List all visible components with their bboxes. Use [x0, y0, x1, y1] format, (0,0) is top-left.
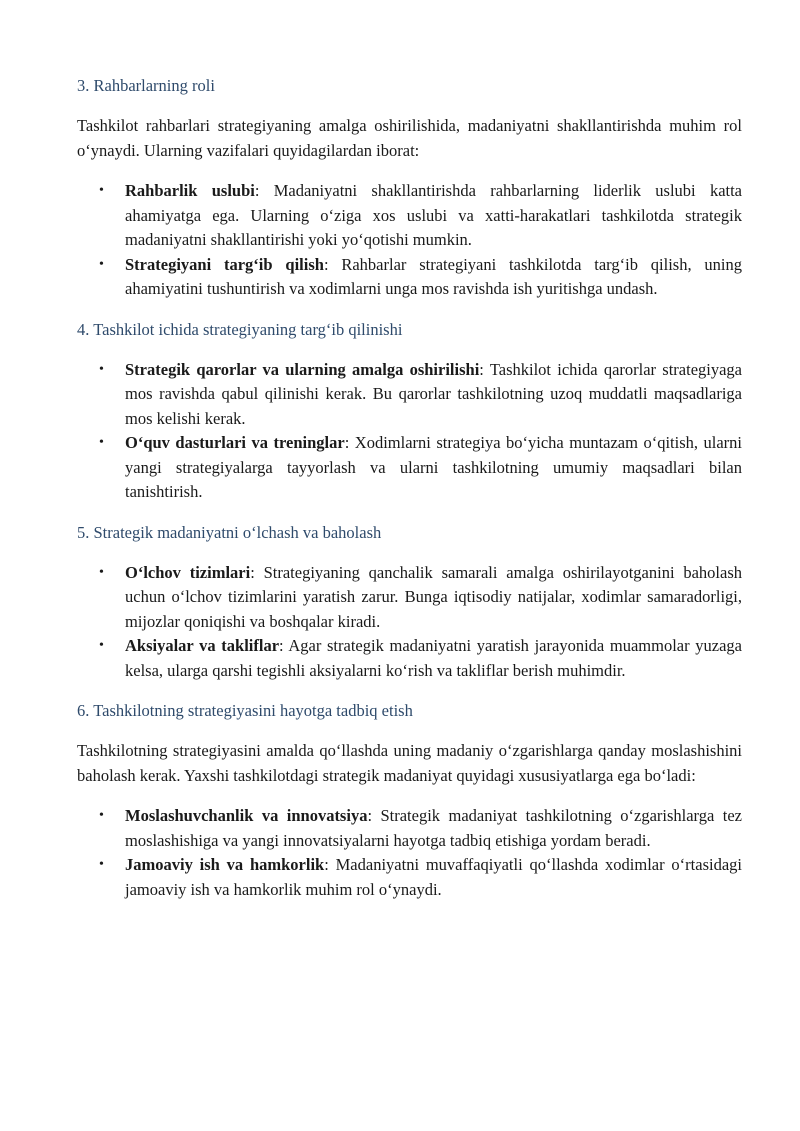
section-heading: 5. Strategik madaniyatni o‘lchash va baholash — [77, 522, 382, 542]
item-text: : Xodimlarni strategiya bo‘yicha muntazam o‘qitish, ularni yangi strategiyalarga tayyorlash va ularni tashkilotning umumiy maqsadlari bilan tanishtirish. — [125, 433, 742, 501]
section-heading: 3. Rahbarlarning roli — [77, 76, 215, 95]
section-4 — [77, 318, 742, 505]
section-5 — [77, 521, 742, 684]
item-term: Moslashuvchanlik va innovatsiya — [125, 806, 368, 825]
item-term: Rahbarlik uslubi — [125, 181, 255, 200]
section-heading: 4. Tashkilot ichida strategiyaning targ‘ib qilinishi — [77, 319, 403, 339]
bullet-list — [77, 358, 742, 505]
item-text: : Strategik madaniyat tashkilotning o‘zgarishlarga tez moslashishiga va yangi innovatsiyalarni hayotga tadbiq etishiga yordam beradi. — [125, 806, 742, 850]
bullet-list — [77, 179, 742, 302]
item-text: : Madaniyatni shakllantirishda rahbarlarning liderlik uslubi katta ahamiyatga ega. Ularning o‘ziga xos uslubi va xatti-harakatlari tashkilotda strategik madaniyatni shakllantirishi yoki yo‘qotishi mumkin. — [125, 181, 743, 249]
item-text: : Tashkilot ichida qarorlar strategiyaga mos ravishda qabul qilinishi kerak. Bu qarorlar tashkilotning uzoq muddatli maqsadlariga mos kelishi kerak. — [125, 359, 743, 428]
bullet-icon: • — [99, 564, 104, 580]
item-term: Jamoaviy ish va hamkorlik — [125, 855, 325, 874]
bullet-list — [77, 804, 742, 902]
list-item — [77, 634, 742, 683]
list-item — [77, 358, 742, 432]
item-term: O‘quv dasturlari va treninglar — [125, 433, 345, 452]
item-term: O‘lchov tizimlari — [125, 562, 251, 582]
section-intro: Tashkilotning strategiyasini amalda qo‘llashda uning madaniy o‘zgarishlarga qanday moslashishini baholash kerak. Yaxshi tashkilotdagi strategik madaniyat quyidagi xususiyatlarga ega bo‘ladi: — [77, 741, 742, 785]
item-text: : Agar strategik madaniyatni yaratish jarayonida muammolar yuzaga kelsa, ularga qarshi tegishli aksiyalarni ko‘rish va takliflar berish muhimdir. — [125, 636, 742, 680]
bullet-icon: • — [99, 638, 104, 653]
list-item — [77, 253, 742, 302]
bullet-icon: • — [99, 435, 104, 450]
list-item — [77, 561, 742, 635]
item-text: : Madaniyatni muvaffaqiyatli qo‘llashda xodimlar o‘rtasidagi jamoaviy ish va hamkorlik muhim rol o‘ynaydi. — [125, 855, 742, 899]
bullet-icon: • — [99, 808, 104, 823]
bullet-icon: • — [99, 256, 104, 272]
section-3 — [77, 74, 742, 302]
bullet-list — [77, 561, 742, 684]
item-term: Strategiyani targ‘ib qilish — [125, 254, 324, 274]
bullet-icon: • — [99, 361, 104, 377]
section-heading: 6. Tashkilotning strategiyasini hayotga tadbiq etish — [77, 701, 413, 720]
section-6 — [77, 699, 742, 902]
list-item — [77, 804, 742, 853]
item-text: : Strategiyaning qanchalik samarali amalga oshirilayotganini baholash uchun o‘lchov tizimlarini yaratish zarur. Bunga iqtisodiy natijalar, xodimlar samaradorligi, mijozlar qoniqishi va boshqalar kiradi. — [125, 562, 743, 631]
item-text: : Rahbarlar strategiyani tashkilotda targ‘ib qilish, uning ahamiyatini tushuntirish va xodimlarni unga mos ravishda ish yuritishga undash. — [125, 254, 743, 298]
item-term: Strategik qarorlar va ularning amalga oshirilishi — [125, 359, 480, 379]
section-intro: Tashkilot rahbarlari strategiyaning amalga oshirilishida, madaniyatni shakllantirishda muhim rol o‘ynaydi. Ularning vazifalari quyidagilardan iborat: — [77, 116, 742, 160]
list-item — [77, 179, 742, 253]
bullet-icon: • — [99, 183, 104, 198]
bullet-icon: • — [99, 857, 104, 872]
list-item — [77, 431, 742, 505]
list-item — [77, 853, 742, 902]
item-term: Aksiyalar va takliflar — [125, 636, 280, 655]
